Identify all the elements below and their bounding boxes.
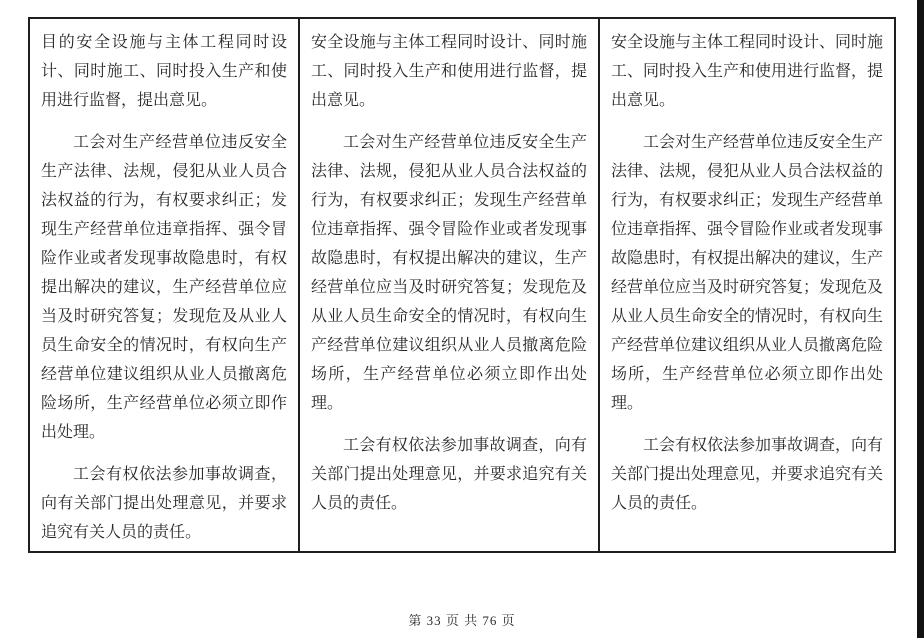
table-column-2	[300, 19, 600, 551]
scan-edge-artifact	[917, 0, 924, 638]
paragraph: 工会对生产经营单位违反安全生产法律、法规，侵犯从业人员合法权益的行为，有权要求纠正；发现生产经营单位违章指挥、强令冒险作业或者发现事故隐患时，有权提出解决的建议，生产经营单位应当及时研究答复；发现危及从业人员生命安全的情况时，有权向生产经营单位建议组织从业人员撤离危险场所，生产经营单位必须立即作出处理。	[611, 134, 884, 412]
page-number-footer	[0, 610, 924, 629]
paragraph: 工会有权依法参加事故调查，向有关部门提出处理意见，并要求追究有关人员的责任。	[41, 466, 287, 541]
paragraph: 工会对生产经营单位违反安全生产法律、法规，侵犯从业人员合法权益的行为，有权要求纠正；发现生产经营单位违章指挥、强令冒险作业或者发现事故隐患时，有权提出解决的建议，生产经营单位应当及时研究答复；发现危及从业人员生命安全的情况时，有权向生产经营单位建议组织从业人员撤离危险场所，生产经营单位必须立即作出处理。	[41, 134, 287, 441]
table-column-3	[600, 19, 894, 551]
paragraph: 工会有权依法参加事故调查，向有关部门提出处理意见，并要求追究有关人员的责任。	[311, 437, 587, 512]
page-indicator: 第 33 页 共 76 页	[408, 613, 516, 628]
paragraph: 安全设施与主体工程同时设计、同时施工、同时投入生产和使用进行监督，提出意见。	[611, 34, 884, 109]
table-column-1	[30, 19, 300, 551]
law-text-comparison-table	[28, 17, 896, 553]
paragraph: 目的安全设施与主体工程同时设计、同时施工、同时投入生产和使用进行监督，提出意见。	[41, 34, 287, 109]
paragraph: 工会有权依法参加事故调查，向有关部门提出处理意见，并要求追究有关人员的责任。	[611, 437, 884, 512]
paragraph: 安全设施与主体工程同时设计、同时施工、同时投入生产和使用进行监督，提出意见。	[311, 34, 587, 109]
paragraph: 工会对生产经营单位违反安全生产法律、法规，侵犯从业人员合法权益的行为，有权要求纠正；发现生产经营单位违章指挥、强令冒险作业或者发现事故隐患时，有权提出解决的建议，生产经营单位应当及时研究答复；发现危及从业人员生命安全的情况时，有权向生产经营单位建议组织从业人员撤离危险场所，生产经营单位必须立即作出处理。	[311, 134, 587, 412]
